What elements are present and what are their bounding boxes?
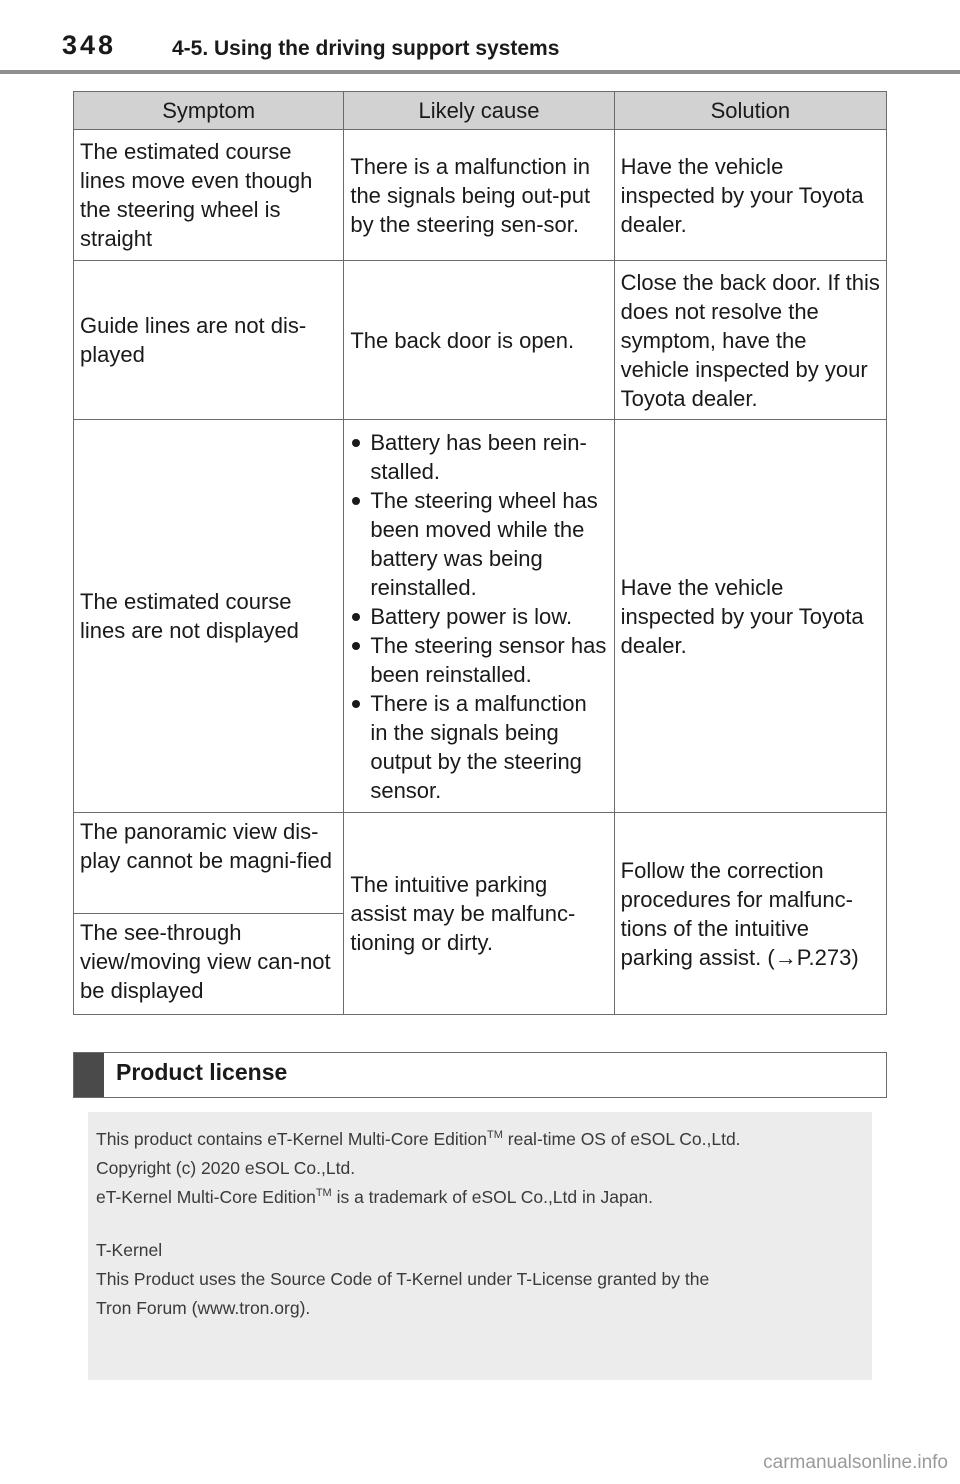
column-header-symptom: Symptom — [74, 92, 344, 130]
symptom-cell: The estimated course lines are not displayed — [74, 420, 344, 813]
table-row — [74, 261, 887, 420]
cause-cell: The back door is open. — [344, 261, 614, 420]
line-gap — [96, 1212, 741, 1236]
list-item: Battery has been rein-stalled. — [350, 428, 607, 486]
symptom-cell: The see-through view/moving view can-not be displayed — [74, 914, 344, 1015]
license-text-box — [88, 1112, 872, 1380]
table-header-row — [74, 92, 887, 130]
list-item: Battery power is low. — [350, 602, 607, 631]
product-license-heading — [73, 1052, 887, 1098]
cause-cell — [344, 420, 614, 813]
column-header-solution: Solution — [614, 92, 886, 130]
solution-cell: Have the vehicle inspected by your Toyota dealer. — [614, 420, 886, 813]
site-watermark: carmanualsonline.info — [763, 1452, 948, 1473]
license-line: T-Kernel — [96, 1240, 163, 1260]
license-line: This Product uses the Source Code of T-Kernel under T-License granted by the — [96, 1269, 710, 1289]
symptom-cell: The estimated course lines move even though the steering wheel is straight — [74, 130, 344, 261]
cause-cell: The intuitive parking assist may be malfunc-tioning or dirty. — [344, 813, 614, 1015]
symptom-cell: The panoramic view dis-play cannot be magni-fied — [74, 813, 344, 914]
list-item: There is a malfunction in the signals being output by the steering sensor. — [350, 689, 607, 805]
page-header — [0, 0, 960, 76]
license-text: is a trademark of eSOL Co.,Ltd in Japan. — [331, 1187, 654, 1207]
cause-cell: There is a malfunction in the signals being out-put by the steering sen-sor. — [344, 130, 614, 261]
solution-cell: Close the back door. If this does not resolve the symptom, have the vehicle inspected by your Toyota dealer. — [614, 261, 886, 420]
table-row — [74, 130, 887, 261]
column-header-likely-cause: Likely cause — [344, 92, 614, 130]
trademark-mark: TM — [487, 1129, 503, 1142]
heading-marker-bar — [74, 1053, 104, 1097]
table-row — [74, 813, 887, 914]
list-item: The steering wheel has been moved while the battery was being reinstalled. — [350, 486, 607, 602]
license-text: eT-Kernel Multi-Core Edition — [96, 1187, 316, 1207]
page-number: 348 — [62, 30, 117, 60]
solution-cell: Have the vehicle inspected by your Toyota dealer. — [614, 130, 886, 261]
product-license-title: Product license — [116, 1059, 288, 1085]
license-text: real-time OS of eSOL Co.,Ltd. — [502, 1129, 741, 1149]
header-rule — [0, 70, 960, 74]
list-item: The steering sensor has been reinstalled. — [350, 631, 607, 689]
license-line — [96, 1183, 741, 1212]
license-line: Copyright (c) 2020 eSOL Co.,Ltd. — [96, 1158, 356, 1178]
license-line — [96, 1125, 741, 1154]
symptom-cell: Guide lines are not dis-played — [74, 261, 344, 420]
section-title: 4-5. Using the driving support systems — [172, 37, 560, 60]
trademark-mark: TM — [315, 1187, 332, 1200]
table-row — [74, 420, 887, 813]
troubleshooting-table — [73, 91, 887, 1015]
license-line: Tron Forum (www.tron.org). — [96, 1298, 311, 1318]
solution-cell: Follow the correction procedures for malfunc-tions of the intuitive parking assist. (→P.273) — [614, 813, 886, 1015]
cause-bullet-list — [350, 428, 607, 805]
license-text: This product contains eT-Kernel Multi-Core Edition — [96, 1129, 488, 1149]
